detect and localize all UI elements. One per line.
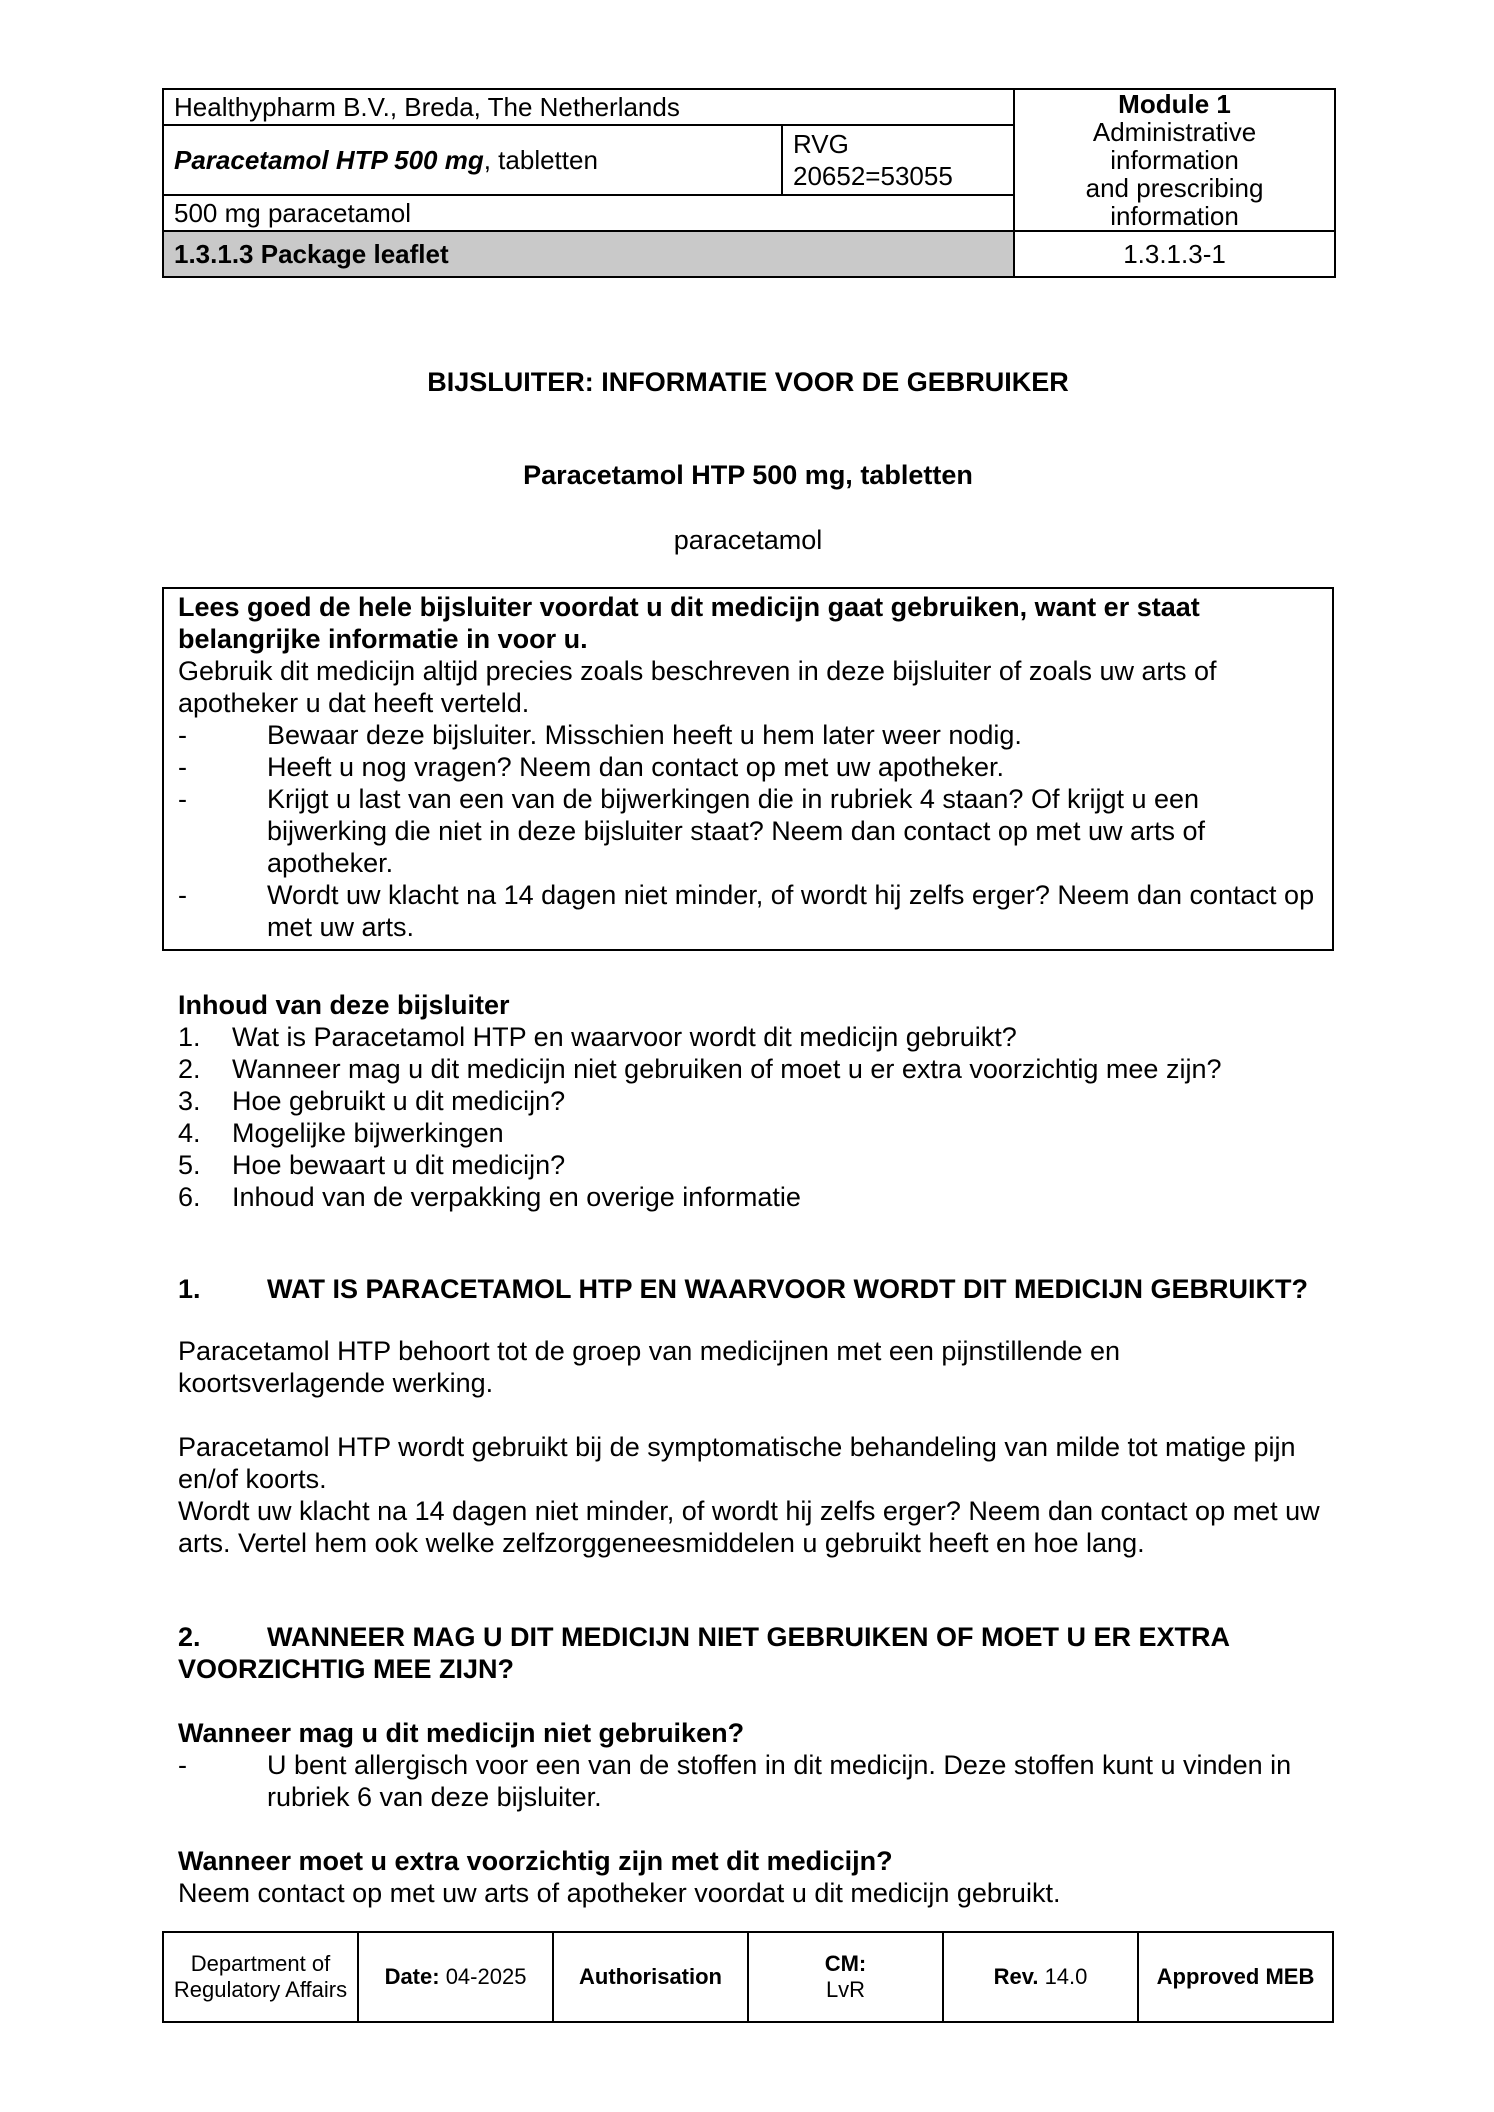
dash-marker: - [178,752,187,782]
module-title: Module 1 [1118,89,1231,119]
toc-item-number: 1. [178,1022,201,1052]
page-code: 1.3.1.3-1 [1123,239,1226,269]
strength-text: 500 mg paracetamol [174,197,412,228]
product-form: , tabletten [483,144,598,175]
module-cell [1014,89,1335,231]
section-2-subheading-2: Wanneer moet u extra voorzichtig zijn met dit medicijn? [178,1846,893,1876]
toc-item-number: 4. [178,1118,201,1148]
dash-marker: - [178,1750,187,1780]
section-2-bullet-1 [178,1749,1334,1813]
company-cell [163,89,1014,125]
toc-item-2 [178,1053,1334,1085]
authorisation-label: Authorisation [579,1964,722,1989]
section-1-paragraph-1: Paracetamol HTP behoort tot de groep van medicijnen met een pijnstillende en koortsverlagende werking. [178,1336,1121,1398]
footer-authorisation-cell [553,1932,748,2022]
section-2-heading [178,1621,1334,1685]
toc-item-4 [178,1117,1334,1149]
toc-item-5 [178,1149,1334,1181]
box-bullet-3-text: Krijgt u last van een van de bijwerkingen die in rubriek 4 staan? Of krijgt u een bijwerking die niet in deze bijsluiter staat? Neem dan contact op met uw arts of apotheker. [267,784,1205,878]
box-bullet-3 [178,783,1318,879]
cm-label: CM: [824,1951,867,1976]
date-label: Date: [384,1964,440,1989]
toc-item-text: Hoe gebruikt u dit medicijn? [232,1086,566,1116]
product-title: Paracetamol HTP 500 mg, tabletten [523,460,973,490]
rev-value: 14.0 [1038,1964,1088,1989]
toc-item-number: 6. [178,1182,201,1212]
active-substance: paracetamol [673,525,823,555]
toc-item-3 [178,1085,1334,1117]
toc-item-text: Inhoud van de verpakking en overige informatie [232,1182,801,1212]
section-label: 1.3.1.3 Package leaflet [174,239,449,269]
rvg-cell [782,125,1014,195]
box-bold-intro: Lees goed de hele bijsluiter voordat u dit medicijn gaat gebruiken, want er staat belangrijke informatie in voor u. [178,592,1200,654]
box-bullet-4-text: Wordt uw klacht na 14 dagen niet minder, of wordt hij zelfs erger? Neem dan contact op met uw arts. [267,880,1315,942]
section-1-heading [178,1273,1334,1305]
box-intro: Gebruik dit medicijn altijd precies zoals beschreven in deze bijsluiter of zoals uw arts of apotheker u dat heeft verteld. [178,656,1217,718]
module-line1: Administrative information [1092,117,1257,175]
section-1-paragraph-2b: Wordt uw klacht na 14 dagen niet minder, of wordt hij zelfs erger? Neem dan contact op met uw arts. Vertel hem ook welke zelfzorggeneesmiddelen u gebruikt heeft en hoe lang. [178,1496,1320,1558]
section-1-heading-text: WAT IS PARACETAMOL HTP EN WAARVOOR WORDT DIT MEDICIJN GEBRUIKT? [267,1274,1309,1304]
toc-item-number: 5. [178,1150,201,1180]
footer-date-cell [358,1932,553,2022]
read-leaflet-box [162,587,1334,951]
section-2-heading-text: WANNEER MAG U DIT MEDICIJN NIET GEBRUIKEN OF MOET U ER EXTRA VOORZICHTIG MEE ZIJN? [178,1622,1230,1684]
toc-item-number: 2. [178,1054,201,1084]
box-bullet-2-text: Heeft u nog vragen? Neem dan contact op met uw apotheker. [267,752,1004,782]
toc-heading: Inhoud van deze bijsluiter [178,990,510,1020]
section-2-number: 2. [178,1622,201,1652]
toc-item-text: Wat is Paracetamol HTP en waarvoor wordt dit medicijn gebruikt? [232,1022,1017,1052]
toc-item-6 [178,1181,1334,1213]
approved-label: Approved MEB [1156,1964,1315,1989]
footer-cm-cell [748,1932,943,2022]
product-cell [163,125,782,195]
section-2-bullet-1-text: U bent allergisch voor een van de stoffen in dit medicijn. Deze stoffen kunt u vinden in rubriek 6 van deze bijsluiter. [267,1750,1292,1812]
section-2-subheading-1: Wanneer mag u dit medicijn niet gebruiken? [178,1718,745,1748]
product-name: Paracetamol HTP 500 mg [174,144,484,175]
footer-department-cell [163,1932,358,2022]
toc-item-text: Hoe bewaart u dit medicijn? [232,1150,566,1180]
box-bullet-1-text: Bewaar deze bijsluiter. Misschien heeft u hem later weer nodig. [267,720,1022,750]
dash-marker: - [178,720,187,750]
dash-marker: - [178,784,187,814]
document-title: BIJSLUITER: INFORMATIE VOOR DE GEBRUIKER [427,367,1069,397]
toc-item-1 [178,1021,1334,1053]
module-line2: and prescribing information [1085,173,1264,231]
toc-item-text: Wanneer mag u dit medicijn niet gebruiken of moet u er extra voorzichtig mee zijn? [232,1054,1222,1084]
department-line1: Department of [190,1951,331,1976]
dash-marker: - [178,880,187,910]
section-2-paragraph-1: Neem contact op met uw arts of apotheker voordat u dit medicijn gebruikt. [178,1878,1061,1908]
section-1-paragraph-2 [178,1431,1334,1559]
rvg-number: RVG 20652=53055 [793,128,953,191]
footer-table [162,1931,1334,2023]
strength-cell [163,195,1014,231]
footer-rev-cell [943,1932,1138,2022]
box-bullet-4 [178,879,1318,943]
department-line2: Regulatory Affairs [173,1977,348,2002]
toc-item-text: Mogelijke bijwerkingen [232,1118,504,1148]
company-name: Healthypharm B.V., Breda, The Netherlands [174,92,680,122]
footer-approved-cell [1138,1932,1333,2022]
cm-value: LvR [825,1977,866,2002]
section-1-number: 1. [178,1274,201,1304]
toc-item-number: 3. [178,1086,201,1116]
header-table [162,88,1336,278]
box-bullet-2 [178,751,1318,783]
box-bullet-1 [178,719,1318,751]
page-code-cell [1014,231,1335,277]
section-1-paragraph-2a: Paracetamol HTP wordt gebruikt bij de symptomatische behandeling van milde tot matige pijn en/of koorts. [178,1432,1296,1494]
rev-label: Rev. [993,1964,1039,1989]
section-label-cell [163,231,1014,277]
date-value: 04-2025 [439,1964,527,1989]
